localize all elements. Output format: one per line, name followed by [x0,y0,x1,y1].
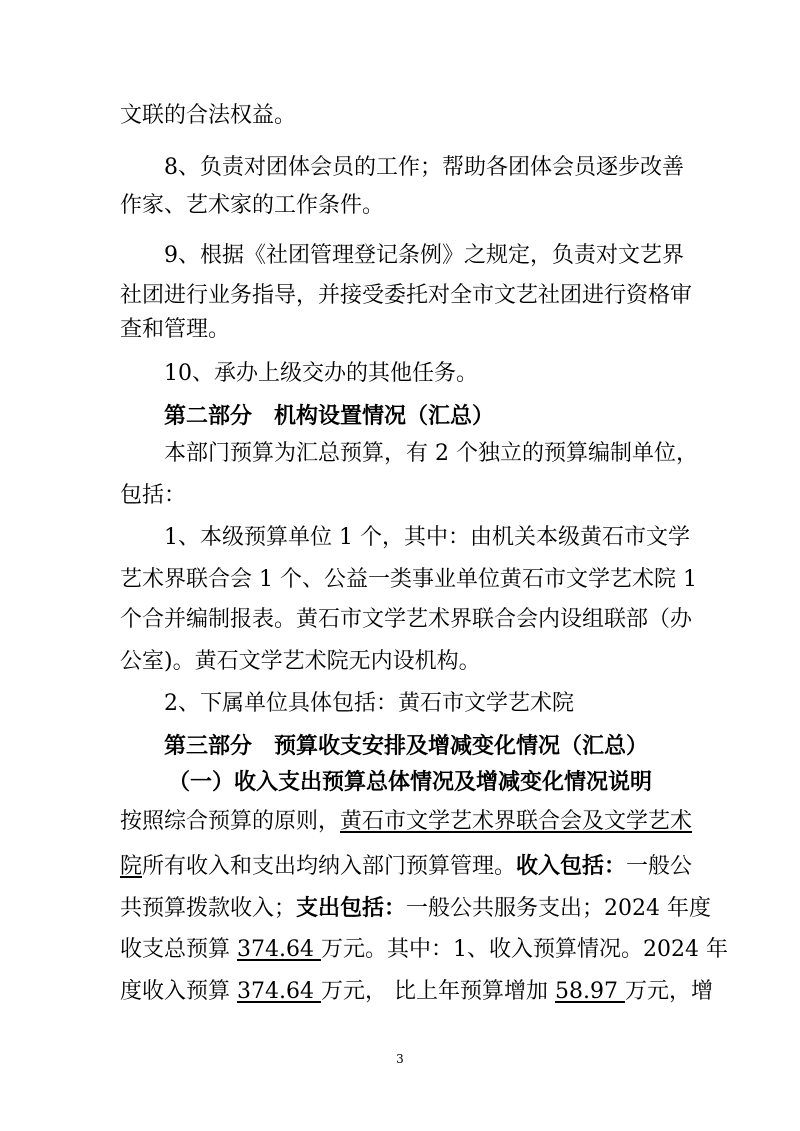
paragraph-line: 按照综合预算的原则，黄石市文学艺术界联合会及文学艺术 [120,809,693,834]
section-heading: 第二部分 机构设置情况（汇总） [164,403,495,429]
paragraph-line: 社团进行业务指导，并接受委托对全市文艺社团进行资格审 [120,283,693,308]
paragraph-line: 个合并编制报表。黄石市文学艺术界联合会内设组联部（办 [120,607,693,632]
underlined-text: 374.64 [237,937,321,962]
paragraph-line: 9、根据《社团管理登记条例》之规定，负责对文艺界 [164,243,684,268]
paragraph-line: 查和管理。 [120,317,231,342]
paragraph-line: 度收入预算 374.64 万元， 比上年预算增加 58.97 万元，增 [120,979,713,1004]
paragraph-line: 8、负责对团体会员的工作；帮助各团体会员逐步改善 [164,155,684,180]
paragraph-line: 共预算拨款收入；支出包括：一般公共服务支出；2024 年度 [120,895,712,921]
page-number: 3 [396,1052,404,1066]
paragraph-line: 包括： [120,483,187,508]
paragraph-line: 2、下属单位具体包括：黄石市文学艺术院 [164,691,574,716]
subsection-heading: （一）收入支出预算总体情况及增减变化情况说明 [168,769,653,795]
section-heading: 第三部分 预算收支安排及增减变化情况（汇总） [164,733,649,759]
paragraph-line: 10、承办上级交办的其他任务。 [164,361,478,386]
paragraph-line: 文联的合法权益。 [120,103,297,128]
underlined-text: 黄石市文学艺术界联合会及文学艺术 [340,809,693,834]
underlined-text: 院 [120,854,143,879]
underlined-text: 58.97 [554,979,625,1004]
paragraph-line: 公室)。黄石文学艺术院无内设机构。 [120,649,481,674]
paragraph-line: 1、本级预算单位 1 个，其中：由机关本级黄石市文学 [164,525,690,550]
paragraph-line: 收支总预算 374.64 万元。其中：1、收入预算情况。2024 年 [120,937,728,962]
paragraph-line: 院所有收入和支出均纳入部门预算管理。收入包括：一般公 [120,853,693,879]
paragraph-line: 本部门预算为汇总预算，有 2 个独立的预算编制单位， [164,441,698,466]
paragraph-line: 艺术界联合会 1 个、公益一类事业单位黄石市文学艺术院 1 [120,567,697,592]
underlined-text: 374.64 [237,979,321,1004]
paragraph-line: 作家、艺术家的工作条件。 [120,193,385,218]
